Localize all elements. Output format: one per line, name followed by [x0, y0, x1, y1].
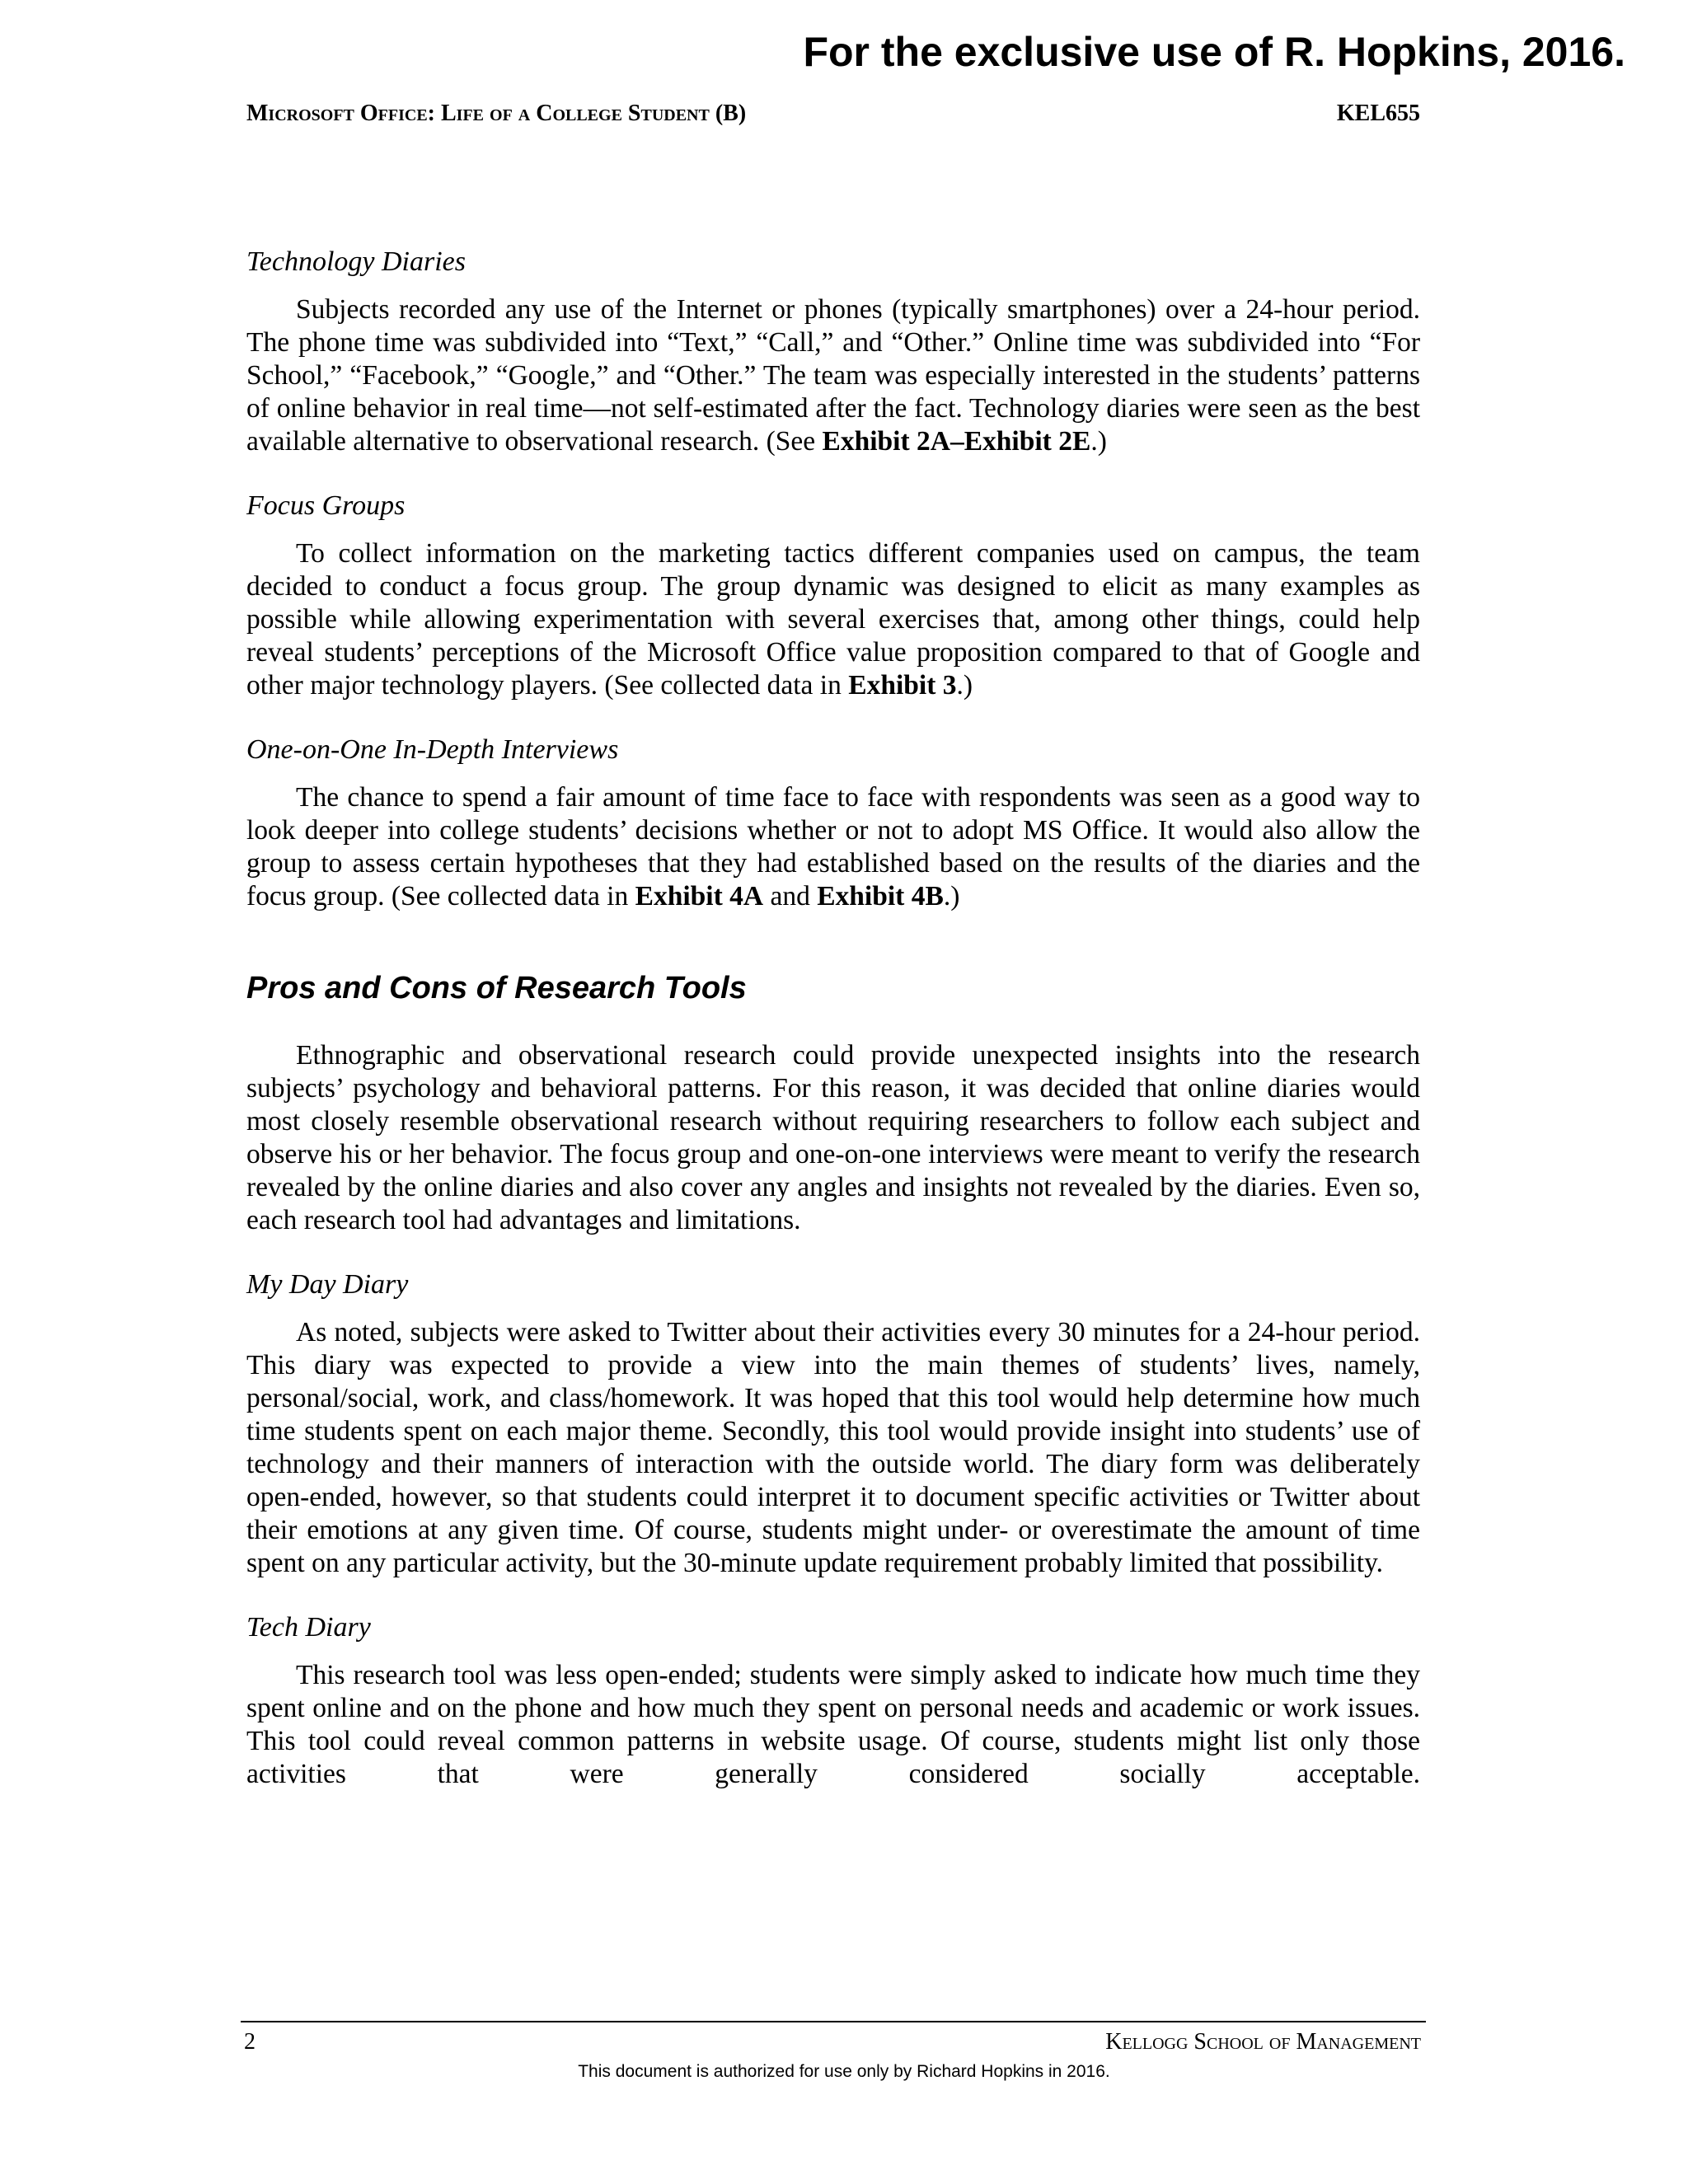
page-body: [246, 246, 1420, 1822]
paragraph-interviews: The chance to spend a fair amount of time face to face with respondents was seen as a good way to look deeper into college students’ decisions whether or not to adopt MS Office. It would also allow the group to assess certain hypotheses that they had established based on the results of the diaries and the focus group. (See collected data in Exhibit 4A and Exhibit 4B.): [246, 782, 1420, 912]
footer: [244, 2029, 1421, 2055]
paragraph-focus-groups: To collect information on the marketing tactics different companies used on campus, the team decided to conduct a focus group. The group dynamic was designed to elicit as many examples as possible while allowing experimentation with several exercises that, among other things, could help reveal students’ perceptions of the Microsoft Office value proposition compared to that of Google and other major technology players. (See collected data in Exhibit 3.): [246, 538, 1420, 701]
subheading-technology-diaries: Technology Diaries: [246, 246, 467, 277]
exhibit-reference: Exhibit 4B: [817, 881, 944, 912]
running-header: [246, 101, 1420, 127]
school-name: Kellogg School of Management: [1105, 2029, 1421, 2055]
subheading-tech-diary: Tech Diary: [246, 1612, 371, 1643]
document-title: Microsoft Office: Life of a College Student (B): [246, 101, 747, 126]
exhibit-reference: Exhibit 3: [848, 670, 957, 701]
watermark: For the exclusive use of R. Hopkins, 2016.: [803, 29, 1625, 75]
case-code: KEL655: [1336, 101, 1420, 126]
page-number: 2: [244, 2029, 256, 2055]
subheading-interviews: One-on-One In-Depth Interviews: [246, 734, 619, 765]
paragraph-tech-diary: This research tool was less open-ended; students were simply asked to indicate how much time they spent online and on the phone and how much they spent on personal needs and academic or work issues. This tool could reveal common patterns in website usage. Of course, students might list only those activities that were generally considered socially acceptable.: [246, 1660, 1420, 1789]
subheading-my-day-diary: My Day Diary: [246, 1269, 409, 1300]
paragraph-my-day-diary: As noted, subjects were asked to Twitter about their activities every 30 minutes for a 24-hour period. This diary was expected to provide a view into the main themes of students’ lives, namely, personal/social, work, and class/homework. It was hoped that this tool would help determine how much time students spent on each major theme. Secondly, this tool would provide insight into students’ use of technology and their manners of interaction with the outside world. The diary form was deliberately open-ended, however, so that students could interpret it to document specific activities or Twitter about their emotions at any given time. Of course, students might under- or overestimate the amount of time spent on any particular activity, but the 30-minute update requirement probably limited that possibility.: [246, 1317, 1420, 1578]
authorization-notice: This document is authorized for use only by Richard Hopkins in 2016.: [578, 2062, 1110, 2081]
section-title-pros-cons: Pros and Cons of Research Tools: [246, 971, 747, 1005]
paragraph-pros-cons: Ethnographic and observational research could provide unexpected insights into the research subjects’ psychology and behavioral patterns. For this reason, it was decided that online diaries would most closely resemble observational research without requiring researchers to follow each subject and observe his or her behavior. The focus group and one-on-one interviews were meant to verify the research revealed by the online diaries and also cover any angles and insights not revealed by the diaries. Even so, each research tool had advantages and limitations.: [246, 1040, 1420, 1235]
paragraph-technology-diaries: Subjects recorded any use of the Internet or phones (typically smartphones) over a 24-hour period. The phone time was subdivided into “Text,” “Call,” and “Other.” Online time was subdivided into “For School,” “Facebook,” “Google,” and “Other.” The team was especially interested in the students’ patterns of online behavior in real time—not self-estimated after the fact. Technology diaries were seen as the best available alternative to observational research. (See Exhibit 2A–Exhibit 2E.): [246, 294, 1420, 457]
exhibit-reference: Exhibit 4A: [635, 881, 764, 912]
subheading-focus-groups: Focus Groups: [246, 490, 406, 521]
footer-divider: [241, 2021, 1426, 2022]
exhibit-reference: Exhibit 2A–Exhibit 2E: [822, 426, 1091, 457]
